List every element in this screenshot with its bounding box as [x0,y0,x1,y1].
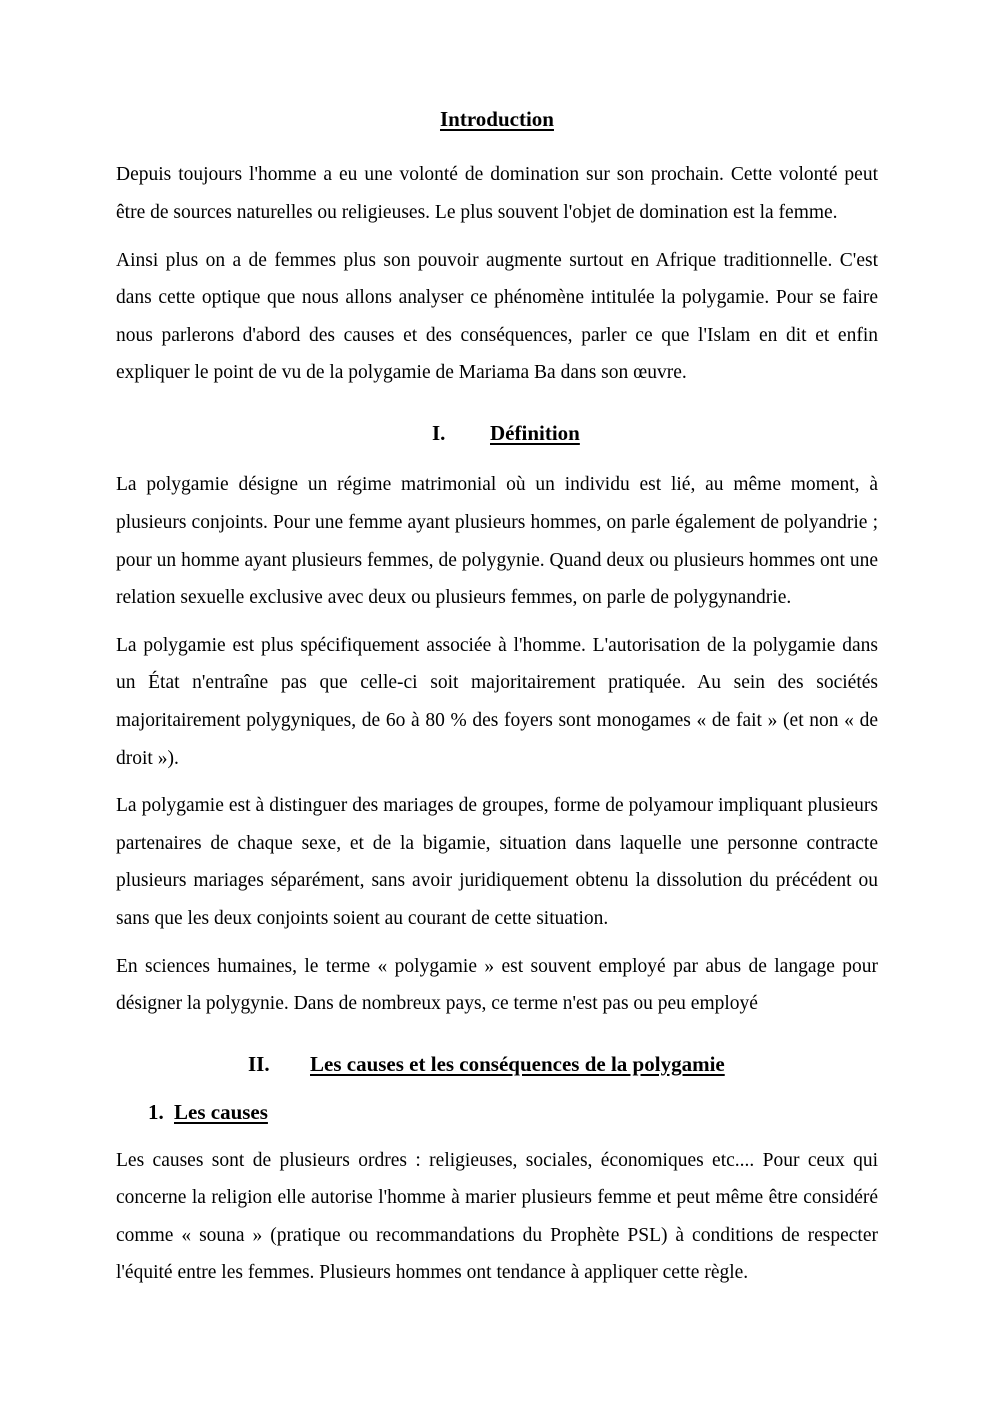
heading-section-ii-label: Les causes et les conséquences de la polygamie [310,1051,725,1076]
page-title-text: Introduction [440,107,554,131]
heading-subsection-1-number: 1. [148,1100,164,1125]
paragraph-causes-1: Les causes sont de plusieurs ordres : religieuses, sociales, économiques etc.... Pour ceux qui concerne la religion elle autorise l'homme à marier plusieurs femme et peut même être considéré comme « souna » (pratique ou recommandations du Prophète PSL) à conditions de respecter l'équité entre les femmes. Plusieurs hommes ont tendance à appliquer cette règle. [116,1149,878,1284]
heading-section-ii-number: II. [248,1051,270,1076]
paragraph-intro-1: Depuis toujours l'homme a eu une volonté de domination sur son prochain. Cette volonté peut être de sources naturelles ou religieuses. Le plus souvent l'objet de domination est la femme. [116,164,878,224]
paragraph-definition-4: En sciences humaines, le terme « polygamie » est souvent employé par abus de langage pour désigner la polygynie. Dans de nombreux pays, ce terme n'est pas ou peu employé [116,955,878,1015]
page-title [116,104,878,134]
heading-subsection-1-label: Les causes [174,1100,268,1125]
heading-section-i-label: Définition [490,421,580,445]
heading-section-ii [116,1049,878,1079]
document-body [116,104,878,1302]
heading-subsection-1 [116,1097,878,1127]
paragraph-definition-2: La polygamie est plus spécifiquement associée à l'homme. L'autorisation de la polygamie dans un État n'entraîne pas que celle-ci soit majoritairement pratiquée. Au sein des sociétés majoritairement polygyniques, de 6o à 80 % des foyers sont monogames « de fait » (et non « de droit »). [116,634,878,769]
heading-section-i-number: I. [432,421,446,445]
heading-section-i [116,418,878,448]
paragraph-definition-1: La polygamie désigne un régime matrimonial où un individu est lié, au même moment, à plusieurs conjoints. Pour une femme ayant plusieurs hommes, on parle également de polyandrie ; pour un homme ayant plusieurs femmes, de polygynie. Quand deux ou plusieurs hommes ont une relation sexuelle exclusive avec deux ou plusieurs femmes, on parle de polygynandrie. [116,474,878,609]
paragraph-definition-3: La polygamie est à distinguer des mariages de groupes, forme de polyamour impliquant plusieurs partenaires de chaque sexe, et de la bigamie, situation dans laquelle une personne contracte plusieurs mariages séparément, sans avoir juridiquement obtenu la dissolution du précédent ou sans que les deux conjoints soient au courant de cette situation. [116,795,878,929]
paragraph-intro-2: Ainsi plus on a de femmes plus son pouvoir augmente surtout en Afrique traditionnelle. C'est dans cette optique que nous allons analyser ce phénomène intitulée la polygamie. Pour se faire nous parlerons d'abord des causes et des conséquences, parler ce que l'Islam en dit et enfin expliquer le point de vu de la polygamie de Mariama Ba dans son œuvre. [116,249,878,384]
